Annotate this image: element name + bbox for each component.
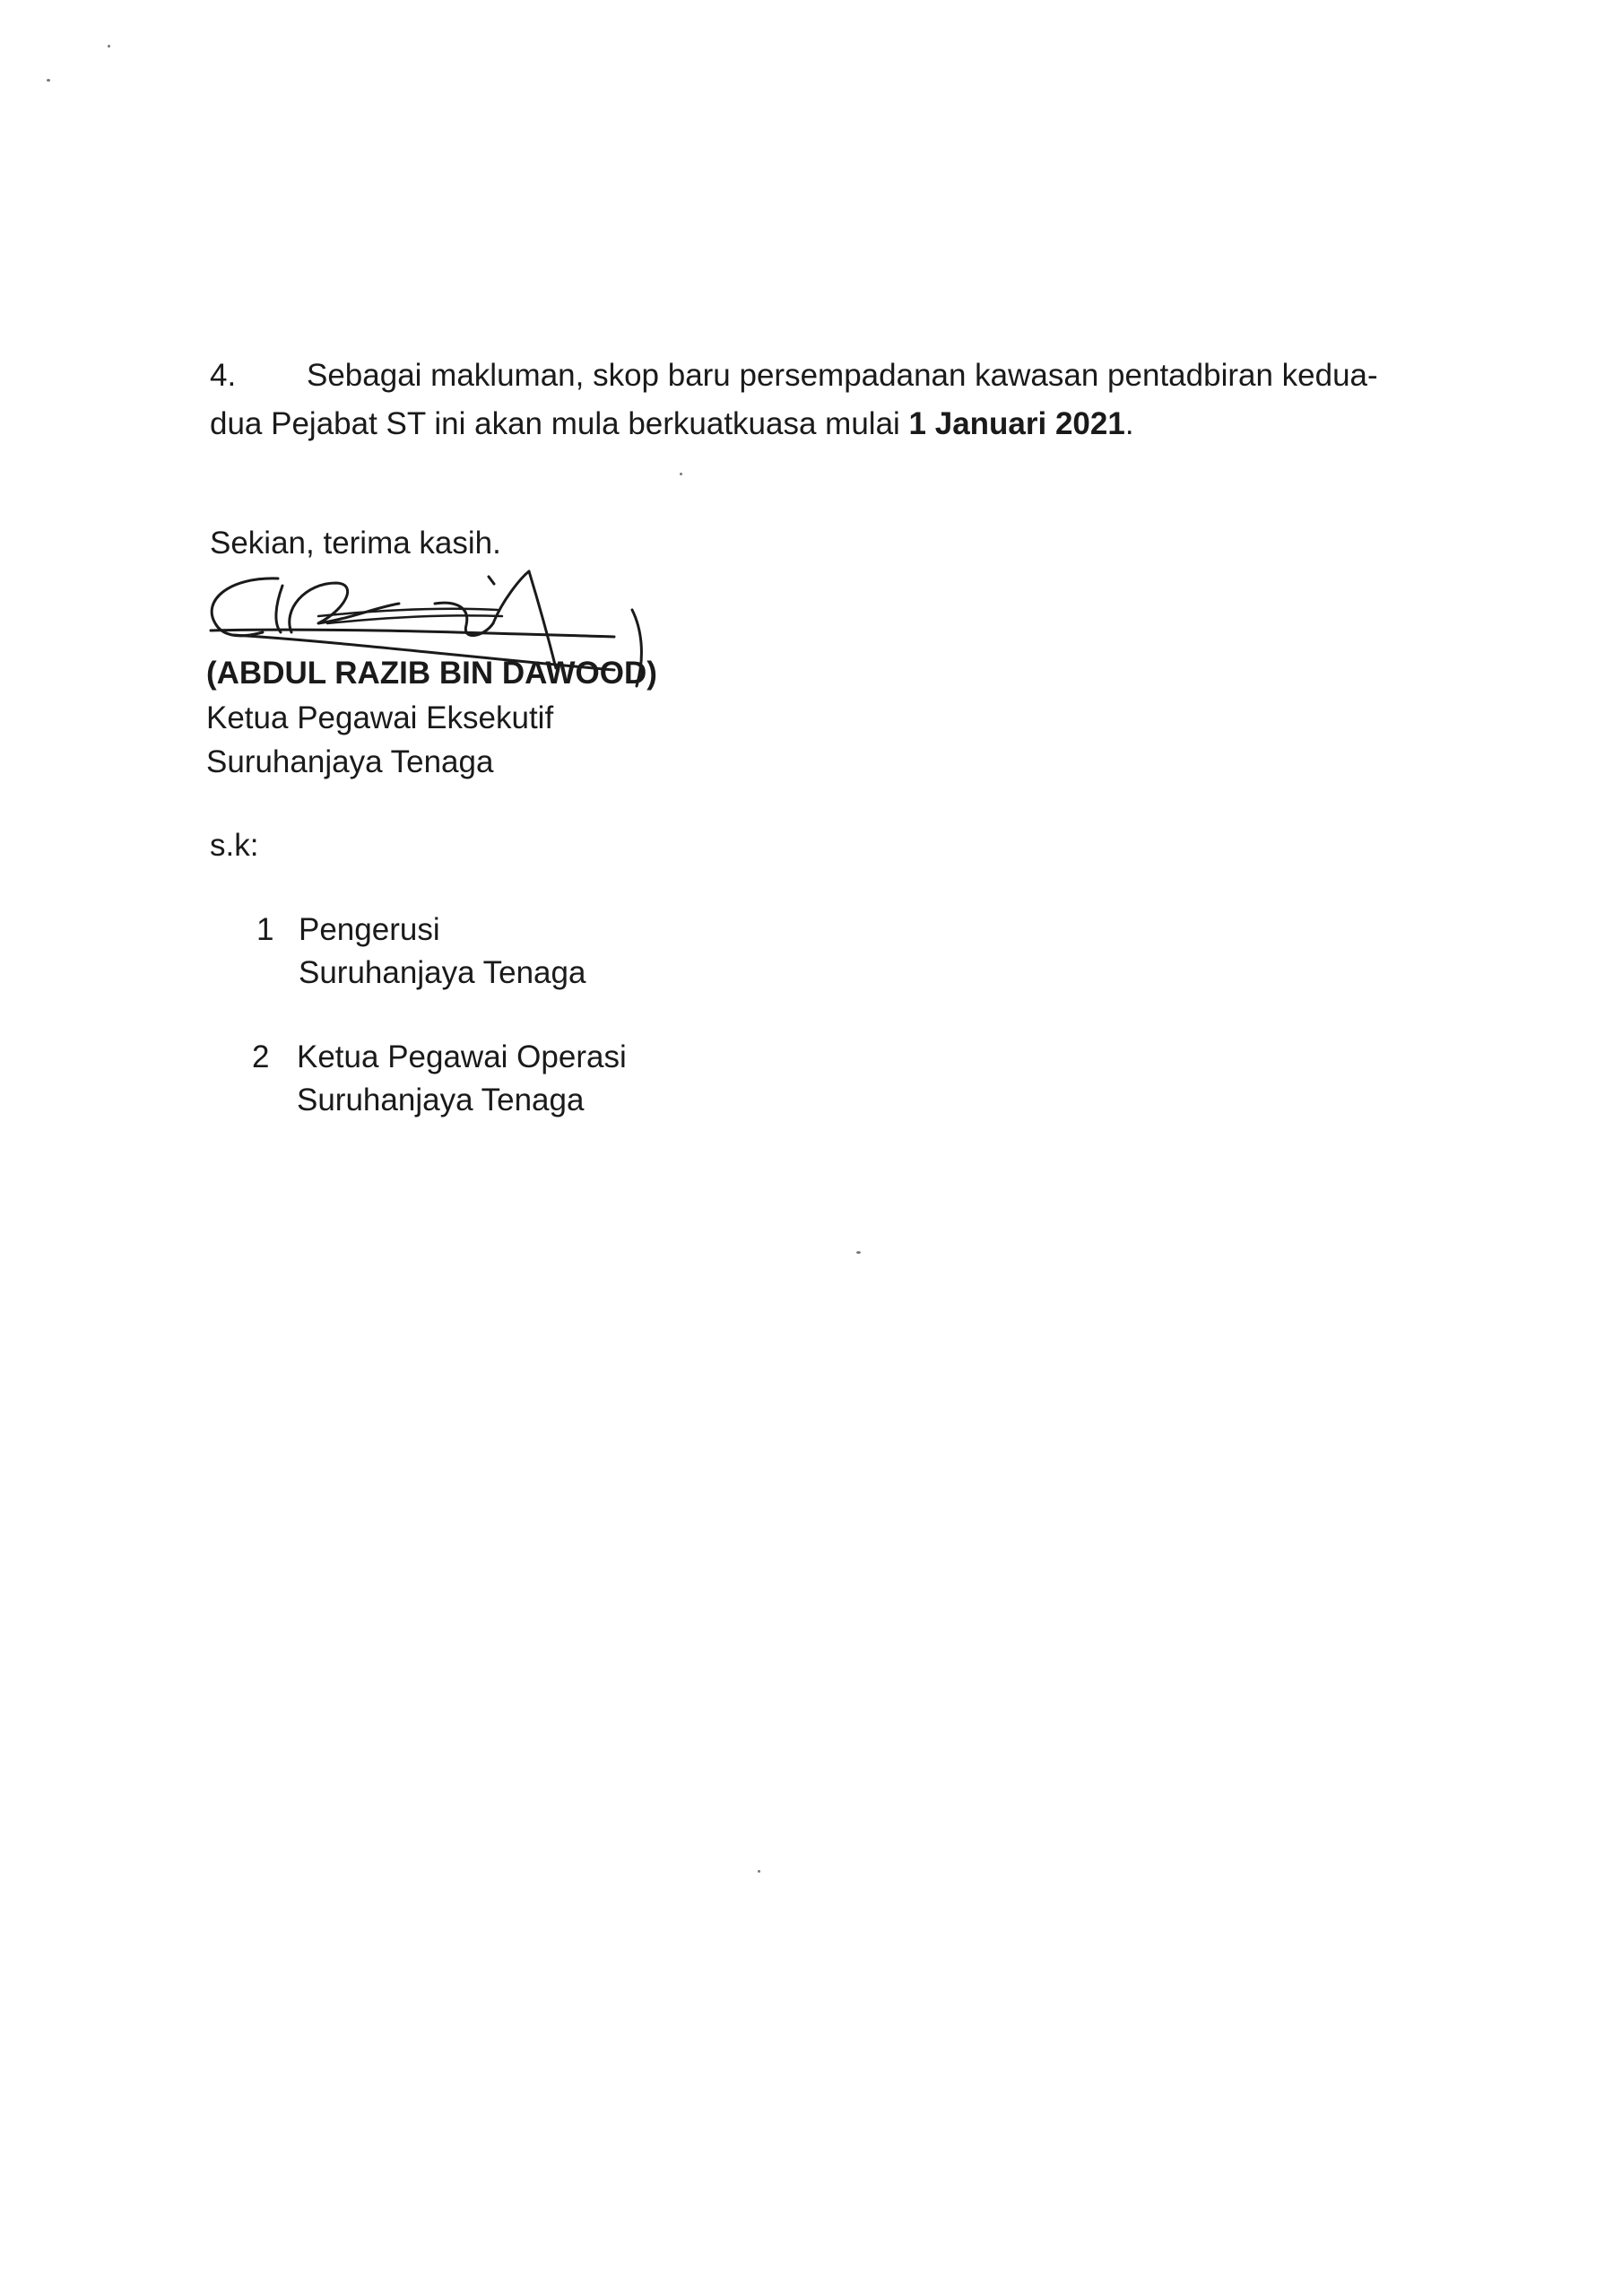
cc-recipient-organization: Suruhanjaya Tenaga [297,1083,585,1118]
paragraph-line-2 [210,405,1134,443]
paragraph-period: . [1124,406,1134,441]
signatory-title: Ketua Pegawai Eksekutif [206,700,554,735]
scan-speck [758,1870,760,1873]
cc-recipient-number: 2 [252,1039,270,1074]
signatory-name: (ABDUL RAZIB BIN DAWOOD) [206,656,657,691]
cc-label: s.k: [210,828,259,863]
paragraph-text-line-2: dua Pejabat ST ini akan mula berkuatkuasa mulai [210,406,909,441]
paragraph-line-1 [210,357,1378,395]
scan-speck [856,1251,861,1254]
paragraph-text-line-1: Sebagai makluman, skop baru persempadanan kawasan pentadbiran kedua- [307,358,1378,393]
cc-recipient-title: Pengerusi [299,912,440,947]
scan-speck [47,79,50,82]
paragraph-number: 4. [210,358,237,393]
cc-recipient-number: 1 [256,912,274,947]
signatory-organization: Suruhanjaya Tenaga [206,744,494,779]
effective-date: 1 Januari 2021 [908,406,1125,441]
cc-recipient-organization: Suruhanjaya Tenaga [299,955,586,990]
closing-remark: Sekian, terima kasih. [210,526,501,561]
scan-speck [680,473,682,475]
scan-speck [108,45,110,48]
cc-recipient-title: Ketua Pegawai Operasi [297,1039,627,1074]
